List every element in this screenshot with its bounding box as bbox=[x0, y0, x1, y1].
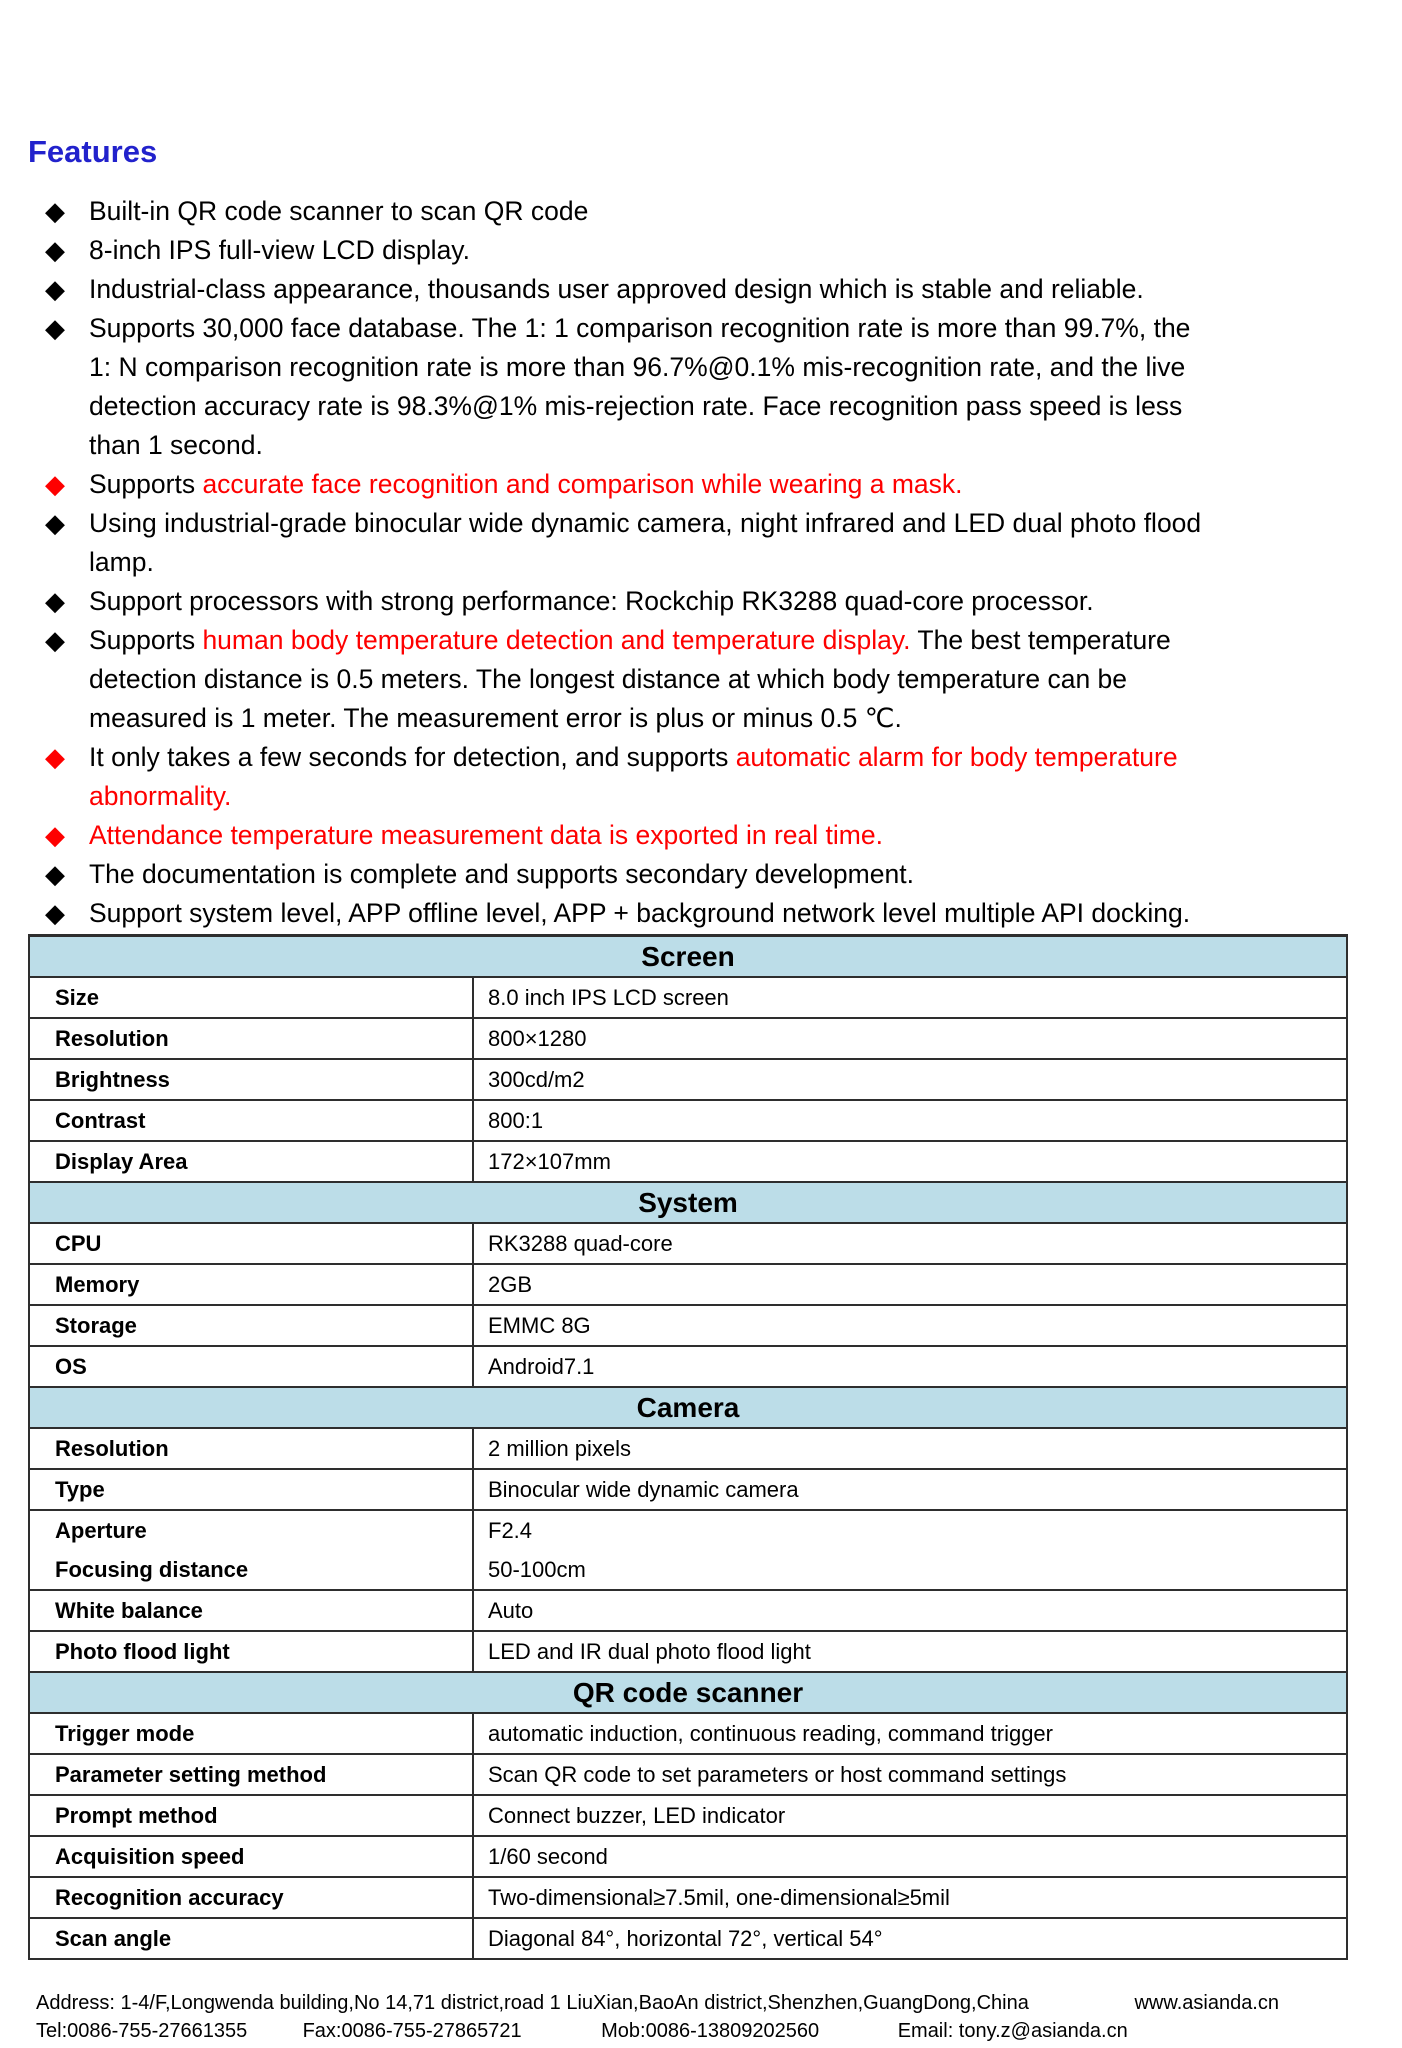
spec-label: Type bbox=[55, 1477, 105, 1502]
feature-item bbox=[0, 504, 1370, 582]
feature-item bbox=[0, 231, 1370, 270]
spec-row bbox=[30, 1753, 1346, 1794]
feature-line bbox=[89, 699, 1370, 738]
page-footer bbox=[36, 1990, 1376, 2045]
feature-line bbox=[89, 777, 1370, 816]
spec-label-cell bbox=[30, 1224, 474, 1263]
spec-label: Display Area bbox=[55, 1149, 188, 1174]
feature-line bbox=[89, 426, 1370, 465]
spec-label: Focusing distance bbox=[55, 1557, 249, 1582]
diamond-bullet-icon: ◆ bbox=[45, 625, 65, 655]
spec-label: Memory bbox=[55, 1272, 140, 1297]
feature-text: Support processors with strong performance: Rockchip RK3288 quad-core processor. bbox=[89, 586, 1094, 616]
footer-line-2 bbox=[36, 2018, 1376, 2046]
feature-text-highlighted: accurate face recognition and comparison while wearing a mask. bbox=[202, 469, 963, 499]
footer-mob: Mob:0086-13809202560 bbox=[601, 2019, 820, 2042]
spec-value-cell bbox=[474, 1101, 1346, 1140]
spec-value-cell bbox=[474, 1796, 1346, 1835]
spec-row bbox=[30, 1794, 1346, 1835]
spec-value-cell bbox=[474, 1511, 1346, 1589]
spec-row bbox=[30, 1468, 1346, 1509]
page-title: Features bbox=[28, 134, 158, 169]
footer-email: Email: tony.z@asianda.cn bbox=[897, 2019, 1128, 2042]
feature-text: Industrial-class appearance, thousands user approved design which is stable and reliable. bbox=[89, 274, 1144, 304]
spec-label-cell bbox=[30, 1837, 474, 1876]
section-header-camera: Camera bbox=[30, 1386, 1346, 1427]
feature-text: Supports 30,000 face database. The 1: 1 comparison recognition rate is more than 99.7%, the bbox=[89, 313, 1191, 343]
spec-value: EMMC 8G bbox=[488, 1313, 591, 1338]
spec-table bbox=[28, 934, 1348, 1960]
spec-row bbox=[30, 1589, 1346, 1630]
feature-line bbox=[89, 816, 1370, 855]
feature-item bbox=[0, 270, 1370, 309]
spec-label: Brightness bbox=[55, 1067, 170, 1092]
feature-line bbox=[89, 192, 1370, 231]
feature-text: Using industrial-grade binocular wide dynamic camera, night infrared and LED dual photo flood bbox=[89, 508, 1202, 538]
spec-label-cell bbox=[30, 1796, 474, 1835]
spec-label: Acquisition speed bbox=[55, 1844, 245, 1869]
spec-row bbox=[30, 1345, 1346, 1386]
diamond-bullet-icon: ◆ bbox=[45, 742, 65, 772]
spec-label-cell bbox=[30, 1714, 474, 1753]
feature-item bbox=[0, 855, 1370, 894]
spec-value: Connect buzzer, LED indicator bbox=[488, 1803, 786, 1828]
spec-label: Size bbox=[55, 985, 100, 1010]
spec-value: 8.0 inch IPS LCD screen bbox=[488, 985, 729, 1010]
spec-value-cell bbox=[474, 1265, 1346, 1304]
spec-value-cell bbox=[474, 1714, 1346, 1753]
spec-row bbox=[30, 1917, 1346, 1958]
spec-label: CPU bbox=[55, 1231, 102, 1256]
spec-value-cell bbox=[474, 1142, 1346, 1181]
feature-line bbox=[89, 348, 1370, 387]
spec-label: White balance bbox=[55, 1598, 203, 1623]
spec-label: Trigger mode bbox=[55, 1721, 195, 1746]
spec-value: Binocular wide dynamic camera bbox=[488, 1477, 799, 1502]
spec-value: Scan QR code to set parameters or host command settings bbox=[488, 1762, 1067, 1787]
spec-label: Prompt method bbox=[55, 1803, 218, 1828]
feature-text: Built-in QR code scanner to scan QR code bbox=[89, 196, 589, 226]
spec-row bbox=[30, 1876, 1346, 1917]
feature-text: Supports bbox=[89, 625, 203, 655]
spec-label-cell bbox=[30, 1347, 474, 1386]
diamond-bullet-icon: ◆ bbox=[45, 820, 65, 850]
feature-text: detection distance is 0.5 meters. The longest distance at which body temperature can be bbox=[89, 664, 1128, 694]
spec-value: automatic induction, continuous reading, command trigger bbox=[488, 1721, 1053, 1746]
feature-text: The documentation is complete and supports secondary development. bbox=[89, 859, 914, 889]
spec-value-cell bbox=[474, 1306, 1346, 1345]
diamond-bullet-icon: ◆ bbox=[45, 898, 65, 928]
spec-row bbox=[30, 1304, 1346, 1345]
feature-item bbox=[0, 582, 1370, 621]
feature-text-highlighted: human body temperature detection and temperature display. bbox=[202, 625, 911, 655]
spec-value-cell bbox=[474, 1470, 1346, 1509]
spec-row bbox=[30, 1058, 1346, 1099]
feature-text: detection accuracy rate is 98.3%@1% mis-rejection rate. Face recognition pass speed is less bbox=[89, 391, 1183, 421]
spec-label-cell bbox=[30, 1101, 474, 1140]
spec-value-cell bbox=[474, 1632, 1346, 1671]
spec-value: 50-100cm bbox=[488, 1557, 586, 1582]
spec-label-cell bbox=[30, 1919, 474, 1958]
spec-row bbox=[30, 1630, 1346, 1671]
feature-text: 1: N comparison recognition rate is more than 96.7%@0.1% mis-recognition rate, and the live bbox=[89, 352, 1186, 382]
spec-row bbox=[30, 976, 1346, 1017]
section-header-qr-code-scanner: QR code scanner bbox=[30, 1671, 1346, 1712]
feature-text-highlighted: abnormality. bbox=[89, 781, 232, 811]
spec-label: Resolution bbox=[55, 1436, 169, 1461]
feature-text: Supports bbox=[89, 469, 203, 499]
feature-text: measured is 1 meter. The measurement error is plus or minus 0.5 ℃. bbox=[89, 703, 902, 733]
spec-label: Resolution bbox=[55, 1026, 169, 1051]
feature-line bbox=[89, 270, 1370, 309]
feature-text: The best temperature bbox=[910, 625, 1171, 655]
spec-label: Storage bbox=[55, 1313, 137, 1338]
feature-line bbox=[89, 231, 1370, 270]
spec-value-cell bbox=[474, 1878, 1346, 1917]
spec-label: Recognition accuracy bbox=[55, 1885, 284, 1910]
feature-text: than 1 second. bbox=[89, 430, 263, 460]
spec-value-cell bbox=[474, 1755, 1346, 1794]
spec-label: OS bbox=[55, 1354, 87, 1379]
footer-address: Address: 1-4/F,Longwenda building,No 14,71 district,road 1 LiuXian,BaoAn district,Shenzhen,GuangDong,China bbox=[36, 1992, 1029, 2014]
spec-value: 2GB bbox=[488, 1272, 533, 1297]
spec-label-cell bbox=[30, 1511, 474, 1589]
feature-item bbox=[0, 738, 1370, 816]
spec-label: Parameter setting method bbox=[55, 1762, 327, 1787]
spec-row bbox=[30, 1835, 1346, 1876]
diamond-bullet-icon: ◆ bbox=[45, 586, 65, 616]
feature-line bbox=[89, 582, 1370, 621]
spec-value: 800:1 bbox=[488, 1108, 544, 1133]
spec-row bbox=[30, 1017, 1346, 1058]
feature-line bbox=[89, 543, 1370, 582]
diamond-bullet-icon: ◆ bbox=[45, 469, 65, 499]
feature-text: It only takes a few seconds for detection, and supports bbox=[89, 742, 736, 772]
spec-value-cell bbox=[474, 1347, 1346, 1386]
feature-line bbox=[89, 387, 1370, 426]
feature-line bbox=[89, 894, 1370, 933]
feature-text: Support system level, APP offline level, APP + background network level multiple API docking. bbox=[89, 898, 1191, 928]
spec-label-cell bbox=[30, 1306, 474, 1345]
spec-label-cell bbox=[30, 978, 474, 1017]
spec-value-cell bbox=[474, 1060, 1346, 1099]
section-header-screen: Screen bbox=[30, 937, 1346, 976]
spec-row bbox=[30, 1099, 1346, 1140]
feature-line bbox=[89, 621, 1370, 660]
features-list bbox=[0, 192, 1370, 933]
spec-label-cell bbox=[30, 1142, 474, 1181]
spec-row bbox=[30, 1263, 1346, 1304]
spec-row bbox=[30, 1140, 1346, 1181]
spec-value: Auto bbox=[488, 1598, 534, 1623]
feature-item bbox=[0, 465, 1370, 504]
spec-label: Contrast bbox=[55, 1108, 146, 1133]
footer-tel: Tel:0086-755-27661355 bbox=[36, 2019, 248, 2042]
diamond-bullet-icon: ◆ bbox=[45, 313, 65, 343]
spec-label: Aperture bbox=[55, 1518, 147, 1543]
spec-value-cell bbox=[474, 978, 1346, 1017]
spec-value: F2.4 bbox=[488, 1518, 533, 1543]
spec-value: 2 million pixels bbox=[488, 1436, 632, 1461]
spec-value: 172×107mm bbox=[488, 1149, 611, 1174]
footer-fax: Fax:0086-755-27865721 bbox=[302, 2019, 522, 2042]
footer-line-1 bbox=[36, 1990, 1279, 2018]
spec-label: Scan angle bbox=[55, 1926, 172, 1951]
feature-item bbox=[0, 894, 1370, 933]
spec-label: Photo flood light bbox=[55, 1639, 230, 1664]
spec-label-cell bbox=[30, 1429, 474, 1468]
spec-label-cell bbox=[30, 1755, 474, 1794]
feature-item bbox=[0, 621, 1370, 738]
spec-value-cell bbox=[474, 1919, 1346, 1958]
feature-text-highlighted: automatic alarm for body temperature bbox=[735, 742, 1178, 772]
spec-label-cell bbox=[30, 1470, 474, 1509]
spec-row bbox=[30, 1509, 1346, 1589]
section-header-system: System bbox=[30, 1181, 1346, 1222]
spec-value: 800×1280 bbox=[488, 1026, 587, 1051]
spec-value: Diagonal 84°, horizontal 72°, vertical 54° bbox=[488, 1926, 883, 1951]
spec-value-cell bbox=[474, 1429, 1346, 1468]
feature-item bbox=[0, 192, 1370, 231]
spec-label-cell bbox=[30, 1591, 474, 1630]
feature-text-highlighted: Attendance temperature measurement data is exported in real time. bbox=[89, 820, 883, 850]
spec-label-cell bbox=[30, 1019, 474, 1058]
feature-line bbox=[89, 465, 1370, 504]
diamond-bullet-icon: ◆ bbox=[45, 235, 65, 265]
spec-row bbox=[30, 1712, 1346, 1753]
spec-value-cell bbox=[474, 1019, 1346, 1058]
spec-value-cell bbox=[474, 1224, 1346, 1263]
footer-website: www.asianda.cn bbox=[1134, 1992, 1279, 2014]
feature-line bbox=[89, 504, 1370, 543]
spec-value: 1/60 second bbox=[488, 1844, 608, 1869]
diamond-bullet-icon: ◆ bbox=[45, 859, 65, 889]
spec-label-cell bbox=[30, 1060, 474, 1099]
spec-value: 300cd/m2 bbox=[488, 1067, 585, 1092]
spec-label-cell bbox=[30, 1878, 474, 1917]
spec-value: Android7.1 bbox=[488, 1354, 595, 1379]
spec-value-cell bbox=[474, 1591, 1346, 1630]
spec-value-cell bbox=[474, 1837, 1346, 1876]
spec-value: RK3288 quad-core bbox=[488, 1231, 673, 1256]
feature-line bbox=[89, 738, 1370, 777]
spec-label-cell bbox=[30, 1265, 474, 1304]
spec-value: LED and IR dual photo flood light bbox=[488, 1639, 811, 1664]
feature-line bbox=[89, 660, 1370, 699]
feature-text: lamp. bbox=[89, 547, 154, 577]
diamond-bullet-icon: ◆ bbox=[45, 508, 65, 538]
spec-label-cell bbox=[30, 1632, 474, 1671]
feature-line bbox=[89, 309, 1370, 348]
feature-text: 8-inch IPS full-view LCD display. bbox=[89, 235, 470, 265]
spec-value: Two-dimensional≥7.5mil, one-dimensional≥5mil bbox=[488, 1885, 950, 1910]
feature-line bbox=[89, 855, 1370, 894]
feature-item bbox=[0, 816, 1370, 855]
spec-row bbox=[30, 1222, 1346, 1263]
diamond-bullet-icon: ◆ bbox=[45, 196, 65, 226]
feature-item bbox=[0, 309, 1370, 465]
spec-row bbox=[30, 1427, 1346, 1468]
diamond-bullet-icon: ◆ bbox=[45, 274, 65, 304]
